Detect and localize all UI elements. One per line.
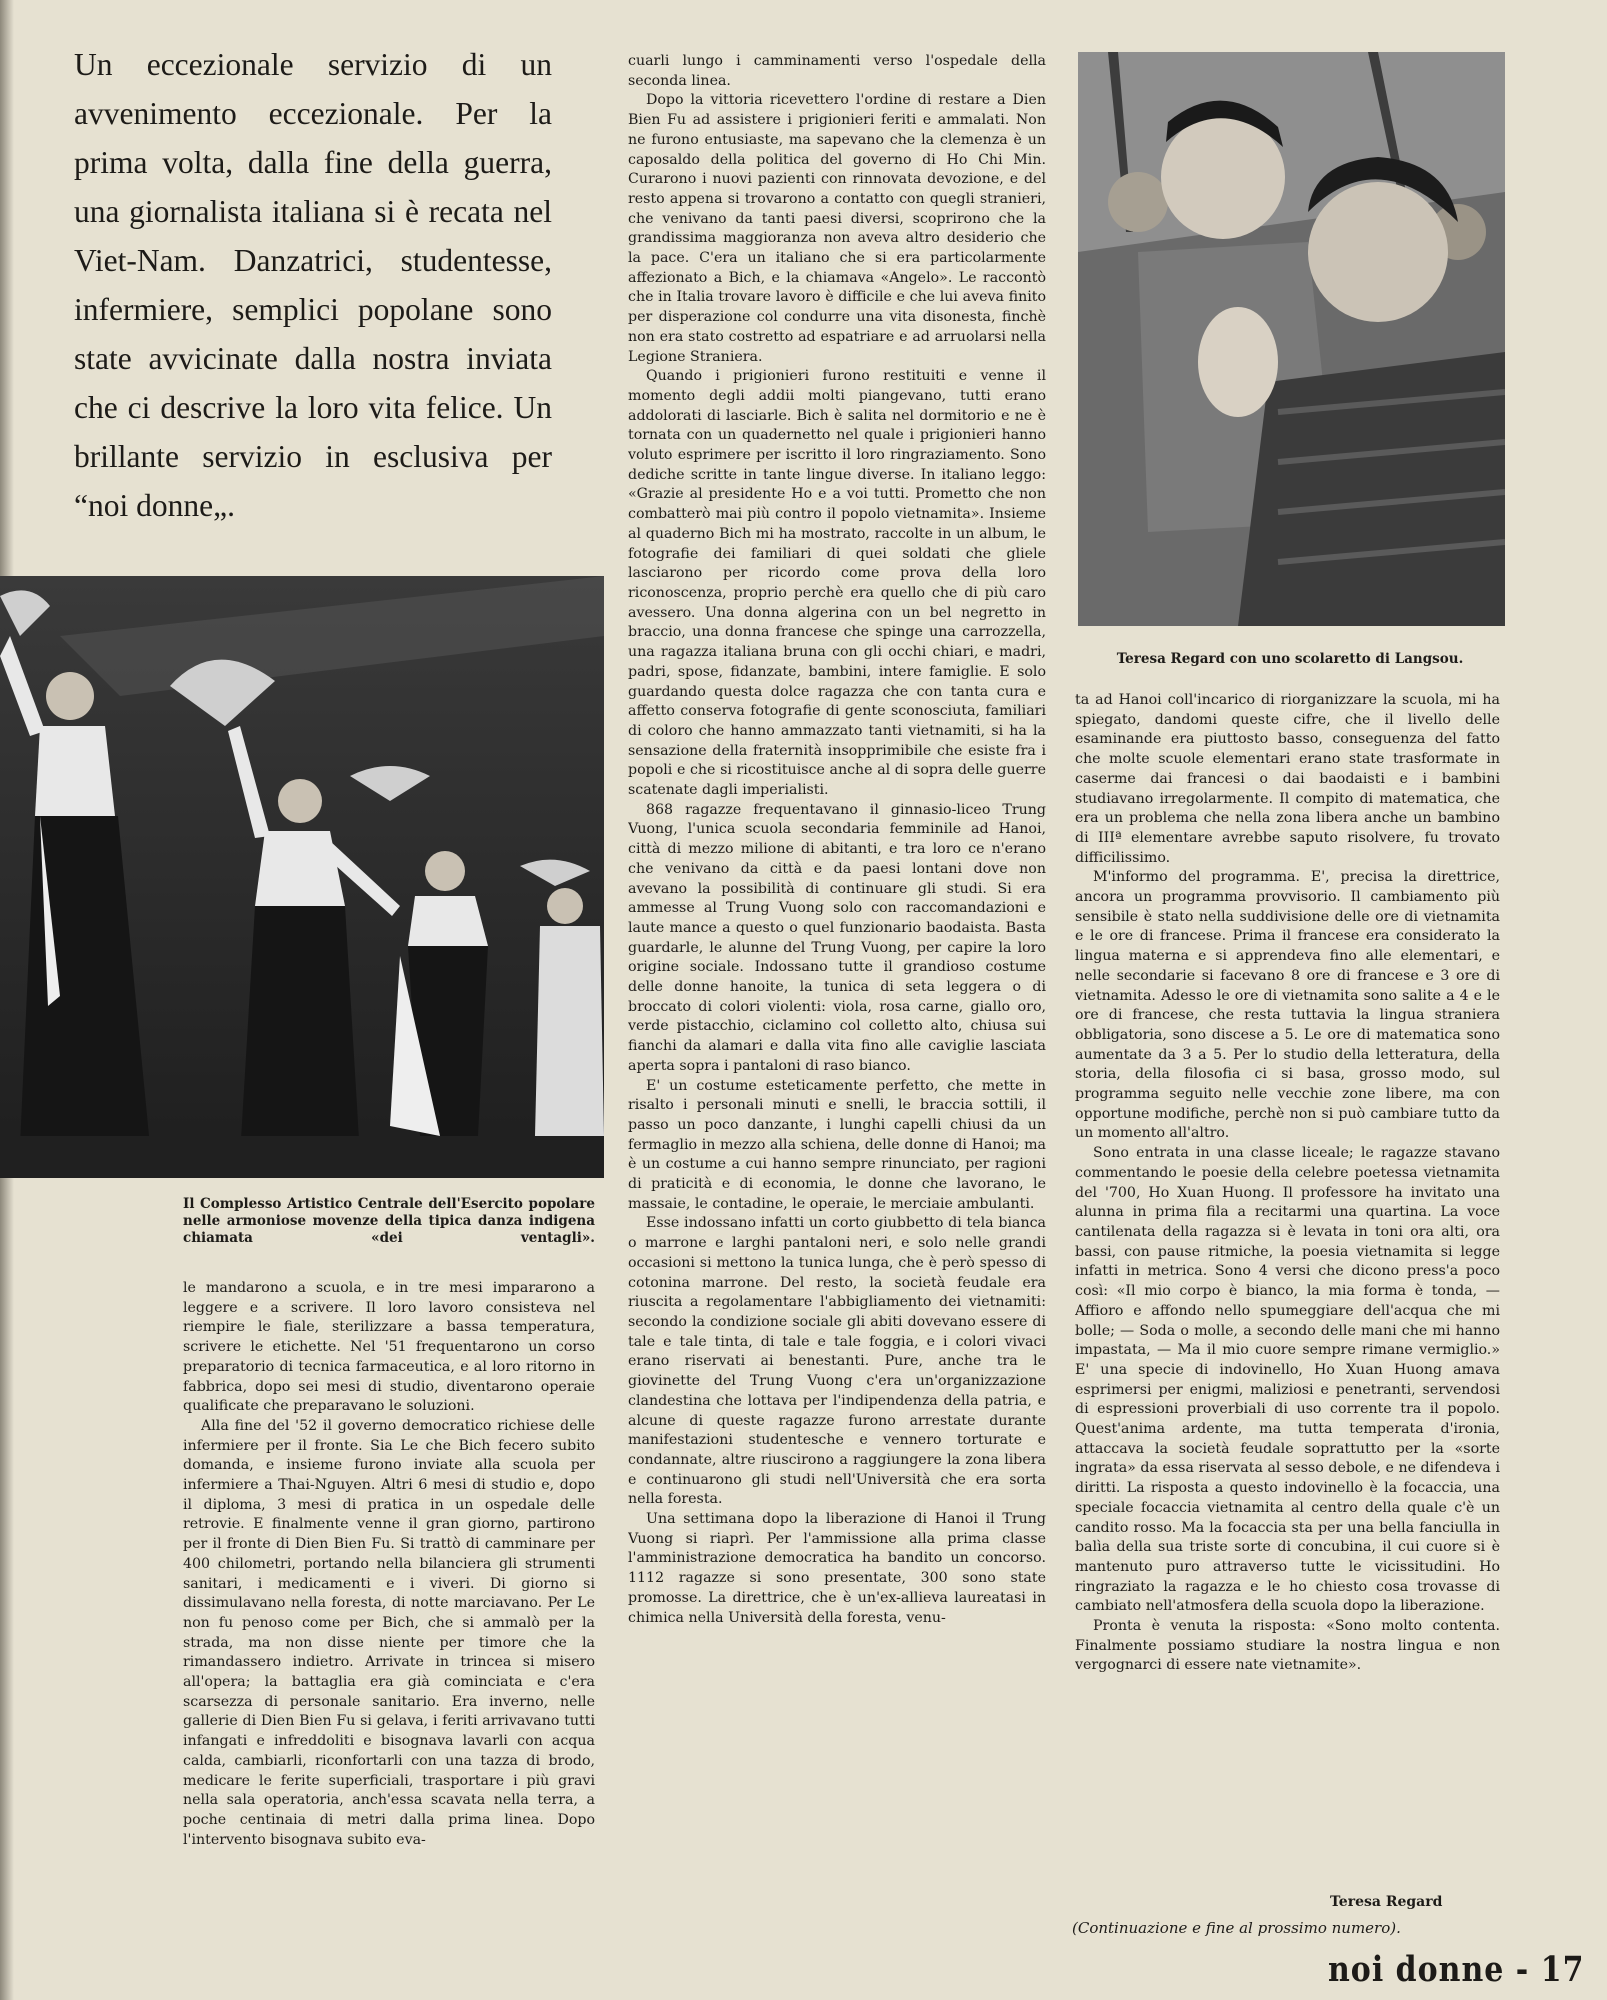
column-2-paragraph: Esse indossano infatti un corto giubbetto di tela bianca o marrone e larghi pantaloni neri, e solo nelle grandi occasioni si mettono la tunica lunga, che è però spesso di cotonina marrone. Del resto, la società feudale era riuscita a regolamentare l'abbigliamento dei vietnamiti: secondo la condizione sociale gli abiti dovevano essere di tale e tale tinta, di tale e tale foggia, e i colori vivaci erano riservati ai benestanti. Pure, anche tra le giovinette del Trung Vuong c'era un'organizzazione clandestina che lottava per l'indipendenza della patria, e alcune di queste ragazze furono arrestate durante manifestazioni studentesche e vennero torturate e condannate, altre riuscirono a raggiungere la zona libera e continuarono gli studi nell'Università che era sorta nella foresta. (628, 1215, 1046, 1508)
column-2-paragraph: Quando i prigionieri furono restituiti e venne il momento degli addii molti piangevano, tutti erano addolorati di lasciarle. Bich è salita nel dormitorio e ne è tornata con un quadernetto nel quale i prigionieri hanno voluto esprimere per iscritto il loro ringraziamento. Sono dediche scritte in tante lingue diverse. In italiano leggo: «Grazie al presidente Ho e a voi tutti. Prometto che non combatterò mai più contro il popolo vietnamita». Insieme al quaderno Bich mi ha mostrato, raccolte in un album, le fotografie dei familiari di quei soldati che gliele lasciarono per ricordo come prova della loro riconoscenza, proprio perchè era quello che di più caro avessero. Una donna algerina con un bel negretto in braccio, una donna francese che spinge una carrozzella, una ragazza italiana bruna con gli occhi chiari, e madri, padri, spose, fidanzate, bambini, intere famiglie. E solo guardando questa dolce ragazza che con tanta cura e affetto conserva fotografie di gente sconosciuta, familiari di coloro che hanno ammazzato tanti vietnamiti, si ha la sensazione della fraternità insopprimibile che esiste fra i popoli e che si ricostituisce anche al di sopra delle guerre scatenate dagli imperialisti. (628, 368, 1046, 799)
article-column-2 (628, 52, 1046, 1947)
continuation-note: (Continuazione e fine al prossimo numero). (1072, 1919, 1401, 1937)
column-3-paragraph: M'informo del programma. E', precisa la direttrice, ancora un programma provvisorio. Il cambiamento più sensibile è stato nella suddivisione delle ore di vietnamita e le ore di francese. Prima il francese era considerato la lingua materna e si apprendeva fino alle elementari, e nelle secondarie si facevano 8 ore di francese e 3 ore di vietnamita. Adesso le ore di vietnamita sono salite a 4 e le ore di francese, che resta tuttavia la lingua straniera obbligatoria, sono discese a 5. Le ore di matematica sono aumentate da 3 a 5. Per lo studio della letteratura, della storia, della filosofia ci si basa, grosso modo, sul programma seguito nelle vecchie zone libere, ma con opportune modifiche, perchè non si può cambiare tutto da un momento all'altro. (1075, 869, 1500, 1142)
page-folio: noi donne - 17 (1328, 1950, 1585, 1991)
dancers-photo-caption: Il Complesso Artistico Centrale dell'Esercito popolare nelle armoniose movenze della tipica danza indigena chiamata «dei ventagli». (183, 1196, 595, 1246)
column-2-paragraph: E' un costume esteticamente perfetto, che mette in risalto i personali minuti e snelli, le braccia sottili, il passo un poco danzante, i lunghi capelli chiusi da un fermaglio in mezzo alla schiena, delle donne di Hanoi; ma è un costume a cui hanno sempre rinunciato, per ragioni di praticità e di economia, le donne che lavorano, le massaie, le contadine, le operaie, le merciaie ambulanti. (628, 1077, 1046, 1212)
column-3-paragraph: ta ad Hanoi coll'incarico di riorganizzare la scuola, mi ha spiegato, dandomi queste cifre, che il livello delle esaminande era piuttosto basso, conseguenza del fatto che molte scuole elementari erano state trasformate in caserme dai francesi o dai baodaisti e i bambini studiavano irregolarmente. Il compito di matematica, che era un problema che nella zona libera anche un bambino di IIIª elementare avrebbe saputo risolvere, fu trovato difficilissimo. (1075, 692, 1500, 866)
article-column-1 (183, 1279, 595, 1965)
author-signature: Teresa Regard (1330, 1894, 1443, 1910)
lead-paragraph: Un eccezionale servizio di un avvenimento eccezionale. Per la prima volta, dalla fine della guerra, una giornalista italiana si è recata nel Viet-Nam. Danzatrici, studentesse, infermiere, semplici popolane sono state avvicinate dalla nostra inviata che ci descrive la loro vita felice. Un brillante servizio in esclusiva per “noi donne„. (74, 47, 552, 523)
column-1-paragraph: Alla fine del '52 il governo democratico richiese delle infermiere per il fronte. Sia Le che Bich fecero subito domanda, e insieme furono inviate alla scuola per infermiere a Thai-Nguyen. Altri 6 mesi di studio e, dopo il diploma, 3 mesi di pratica in un ospedale delle retrovie. E finalmente venne il gran giorno, partirono per il fronte di Dien Bien Fu. Si trattò di camminare per 400 chilometri, portando nella bilanciera gli strumenti sanitari, i medicamenti e i viveri. Di giorno si dissimulavano nella foresta, di notte marciavano. Per Le non fu penoso come per Bich, che si ammalò per la strada, ma non disse niente per timore che la rimandassero indietro. Arrivate in trincea si misero all'opera; la battaglia era già cominciata e c'era scarsezza di personale sanitario. Era inverno, nelle gallerie di Dien Bien Fu si gelava, i feriti arrivavano tutti infangati e infreddoliti e bisognava lavarli con acqua calda, cambiarli, riconfortarli con una tazza di brodo, medicare le ferite superficiali, trasportare i più gravi nella sala operatoria, anch'essa scavata nella terra, a poche centinaia di metri dalla prima linea. Dopo l'intervento bisognava subito eva- (183, 1417, 595, 1848)
teresa-regard-photo (1078, 52, 1505, 626)
column-3-paragraph: Pronta è venuta la risposta: «Sono molto contenta. Finalmente possiamo studiare la nostra lingua e non vergognarci di essere nate vietnamite». (1075, 1618, 1500, 1674)
column-2-paragraph: Dopo la vittoria ricevettero l'ordine di restare a Dien Bien Fu ad assistere i prigionieri feriti e ammalati. Non ne furono entusiaste, ma sapevano che la clemenza è un caposaldo della politica del governo di Ho Chi Min. Curarono i nuovi pazienti con rinnovata devozione, e del resto appena si trovarono a contatto con quegli stranieri, che venivano da tanti paesi diversi, scoprirono che la grandissima maggioranza non aveva altro desiderio che la pace. C'era un italiano che si era particolarmente affezionato a Bich, e la chiamava «Angelo». Le raccontò che in Italia trovare lavoro è difficile e che lui aveva finito per disperazione col condurre una vita disonesta, finchè non era stato costretto ad espatriare e ad arruolarsi nella Legione Straniera. (628, 92, 1046, 365)
article-column-3 (1075, 691, 1500, 1906)
column-1-paragraph: le mandarono a scuola, e in tre mesi impararono a leggere e a scrivere. Il loro lavoro consisteva nel riempire le fiale, sterilizzare a bassa temperatura, scrivere le etichette. Nel '51 frequentarono un corso preparatorio di tecnica farmaceutica, e al loro ritorno in fabbrica, dopo sei mesi di studio, diventarono operaie qualificate che preparavano le soluzioni. (183, 1280, 595, 1415)
teresa-photo-caption: Teresa Regard con uno scolaretto di Langsou. (1116, 651, 1464, 667)
dancers-photo (0, 576, 604, 1178)
column-3-paragraph: Sono entrata in una classe liceale; le ragazze stavano commentando le poesie della celebre poetessa vietnamita del '700, Ho Xuan Huong. Il professore ha invitato una alunna in prima fila a recitarmi una quartina. La voce cantilenata della ragazza si è levata in toni ora alti, ora bassi, con pause ritmiche, la poesia vietnamita si legge infatti in metrica. Sono 4 versi che dicono press'a poco così: «Il mio corpo è bianco, la mia forma è tonda, — Affioro e affondo nello spumeggiare dell'acqua che mi bolle; — Soda o molle, a secondo delle mani che mi hanno impastata, — Ma il mio cuore sempre rimane vermiglio.» E' una specie di indovinello, Ho Xuan Huong amava esprimersi per enigmi, maliziosi e penetranti, servendosi di espressioni proverbiali di uso corrente tra il popolo. Quest'anima ardente, ma tutta temperata d'ironia, attaccava la società feudale soprattutto per la «sorte ingrata» da essa riservata al sesso debole, e ne difendeva i diritti. La risposta a questo indovinello è la focaccia, una speciale focaccia vietnamita al centro della quale c'è un candito rosso. Ma la focaccia sta per una bella fanciulla in balìa della sua triste sorte di concubina, il cui cuore si è mantenuto puro attraverso tutte le vicissitudini. Ho ringraziato la ragazza e le ho chiesto cosa trovasse di cambiato nell'atmosfera della scuola dopo la liberazione. (1075, 1145, 1500, 1615)
column-2-paragraph: Una settimana dopo la liberazione di Hanoi il Trung Vuong si riaprì. Per l'ammissione alla prima classe l'amministrazione democratica ha bandito un concorso. 1112 ragazze si sono presentate, 300 sono state promosse. La direttrice, che è un'ex-allieva laureatasi in chimica nella Università della foresta, venu- (628, 1511, 1046, 1626)
column-2-paragraph: 868 ragazze frequentavano il ginnasio-liceo Trung Vuong, l'unica scuola secondaria femminile ad Hanoi, città di mezzo milione di abitanti, e tra loro ce n'erano che venivano da città e da paesi lontani dove non avevano la possibilità di continuare gli studi. Si era ammesse al Trung Vuong solo con raccomandazioni e laute mance a questo o quel funzionario baodaista. Basta guardarle, le alunne del Trung Vuong, per capire la loro origine sociale. Indossano tutte il grandioso costume delle donne hanoite, la tunica di seta leggera o di broccato di colori violenti: viola, rosa carne, giallo oro, verde pistacchio, ciclamino col colletto alto, chiusa sui fianchi da alamari e dalla vita fino alle caviglie lasciata aperta sopra i pantaloni di raso bianco. (628, 801, 1046, 1074)
column-2-paragraph: cuarli lungo i camminamenti verso l'ospedale della seconda linea. (628, 53, 1046, 89)
